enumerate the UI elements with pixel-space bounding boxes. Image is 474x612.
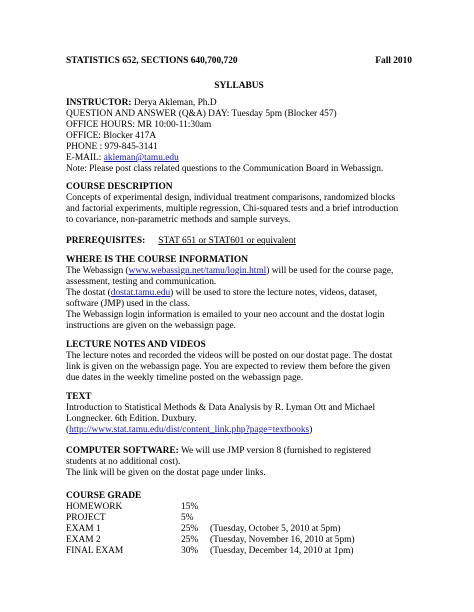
grade-date: (Tuesday, December 14, 2010 at 1pm) xyxy=(210,546,354,556)
info-text: The dostat ( xyxy=(66,288,111,298)
grade-row xyxy=(66,524,412,535)
grade-row xyxy=(66,513,412,524)
textbook-link[interactable]: http://www.stat.tamu.edu/dist/content_link.php?page=textbooks xyxy=(69,425,310,435)
software-text: The link will be given on the dostat page under links. xyxy=(66,468,266,478)
grade-percent: 15% xyxy=(181,502,199,512)
instructor-section xyxy=(66,98,412,175)
term: Fall 2010 xyxy=(375,56,412,66)
qa-day: QUESTION AND ANSWER (Q&A) DAY: Tuesday 5pm (Blocker 457) xyxy=(66,109,337,119)
info-text: The Webassign ( xyxy=(66,266,129,276)
description-line: Concepts of experimental design, individual treatment comparisons, randomized blocks xyxy=(66,193,396,203)
info-text: ) will be used for the course page, xyxy=(266,266,394,276)
grade-item: EXAM 2 xyxy=(66,535,101,545)
description-line: and factorial experiments, multiple regression, Chi-squared tests and a brief introduction xyxy=(66,204,399,214)
software-section xyxy=(66,446,412,479)
lectures-heading: LECTURE NOTES AND VIDEOS xyxy=(66,340,206,350)
webassign-link[interactable]: www.webassign.net/tamu/login.html xyxy=(128,266,267,276)
info-text: software (JMP) used in the class. xyxy=(66,299,190,309)
info-text: instructions are given on the webassign page. xyxy=(66,321,237,331)
lectures-section xyxy=(66,340,412,384)
grade-item: PROJECT xyxy=(66,513,106,523)
lectures-line: The lecture notes and recorded the videos will be posted on our dostat page. The dostat xyxy=(66,351,393,361)
office-hours: OFFICE HOURS: MR 10:00-11:30am xyxy=(66,120,212,130)
email-label: E-MAIL: xyxy=(66,153,104,163)
description-heading: COURSE DESCRIPTION xyxy=(66,182,173,192)
grade-percent: 25% xyxy=(181,524,199,534)
grade-date: (Tuesday, October 5, 2010 at 5pm) xyxy=(210,524,341,534)
instructor-name: Derya Akleman, Ph.D xyxy=(133,98,217,108)
page-title: SYLLABUS xyxy=(214,81,264,91)
grade-item: HOMEWORK xyxy=(66,502,123,512)
prerequisites-value: STAT 651 or STAT601 or equivalent xyxy=(158,236,296,246)
course-header xyxy=(66,56,412,67)
instructor-label: INSTRUCTOR: xyxy=(66,98,132,108)
info-text: ) will be used to store the lecture notes, videos, dataset, xyxy=(170,288,378,298)
prerequisites-label: PREREQUISITES: xyxy=(66,236,146,246)
grade-item: EXAM 1 xyxy=(66,524,101,534)
phone: PHONE : 979-845-3141 xyxy=(66,142,158,152)
text-line: Introduction to Statistical Methods & Data Analysis by R. Lyman Ott and Michael xyxy=(66,403,376,413)
description-line: to covariance, non-parametric methods and sample surveys. xyxy=(66,215,291,225)
text-line: ( xyxy=(66,425,70,435)
grade-row xyxy=(66,546,412,557)
grade-percent: 5% xyxy=(181,513,194,523)
course-title: STATISTICS 652, SECTIONS 640,700,720 xyxy=(66,56,238,66)
info-heading: WHERE IS THE COURSE INFORMATION xyxy=(66,255,248,265)
grade-percent: 25% xyxy=(181,535,199,545)
dostat-link[interactable]: dostat.tamu.edu xyxy=(110,288,171,298)
text-line: ) xyxy=(309,425,313,435)
software-text: We will use JMP version 8 (furnished to registered xyxy=(178,446,371,456)
grade-row xyxy=(66,535,412,546)
lectures-line: link is given on the webassign page. You are expected to review them before the given xyxy=(66,362,391,372)
lectures-line: due dates in the weekly timeline posted on the webassign page. xyxy=(66,373,304,383)
text-heading: TEXT xyxy=(66,392,92,402)
info-text: The Webassign login information is emailed to your neo account and the dostat login xyxy=(66,310,385,320)
grade-row xyxy=(66,502,412,513)
grade-item: FINAL EXAM xyxy=(66,546,124,556)
info-text: assessment, testing and communication. xyxy=(66,277,217,287)
grade-date: (Tuesday, November 16, 2010 at 5pm) xyxy=(210,535,355,545)
grade-section xyxy=(66,491,412,557)
software-text: students at no additional cost). xyxy=(66,457,181,467)
office-location: OFFICE: Blocker 417A xyxy=(66,131,157,141)
text-section xyxy=(66,392,412,436)
grade-heading: COURSE GRADE xyxy=(66,491,142,501)
email-link[interactable]: akleman@tamu.edu xyxy=(103,153,179,163)
text-line: Longnecker. 6th Edition. Duxbury. xyxy=(66,414,197,424)
grade-percent: 30% xyxy=(181,546,199,556)
description-section xyxy=(66,182,412,226)
instructor-note: Note: Please post class related questions to the Communication Board in Webassign. xyxy=(66,164,384,174)
info-section xyxy=(66,255,412,332)
software-label: COMPUTER SOFTWARE: xyxy=(66,446,179,456)
prerequisites xyxy=(66,236,412,247)
